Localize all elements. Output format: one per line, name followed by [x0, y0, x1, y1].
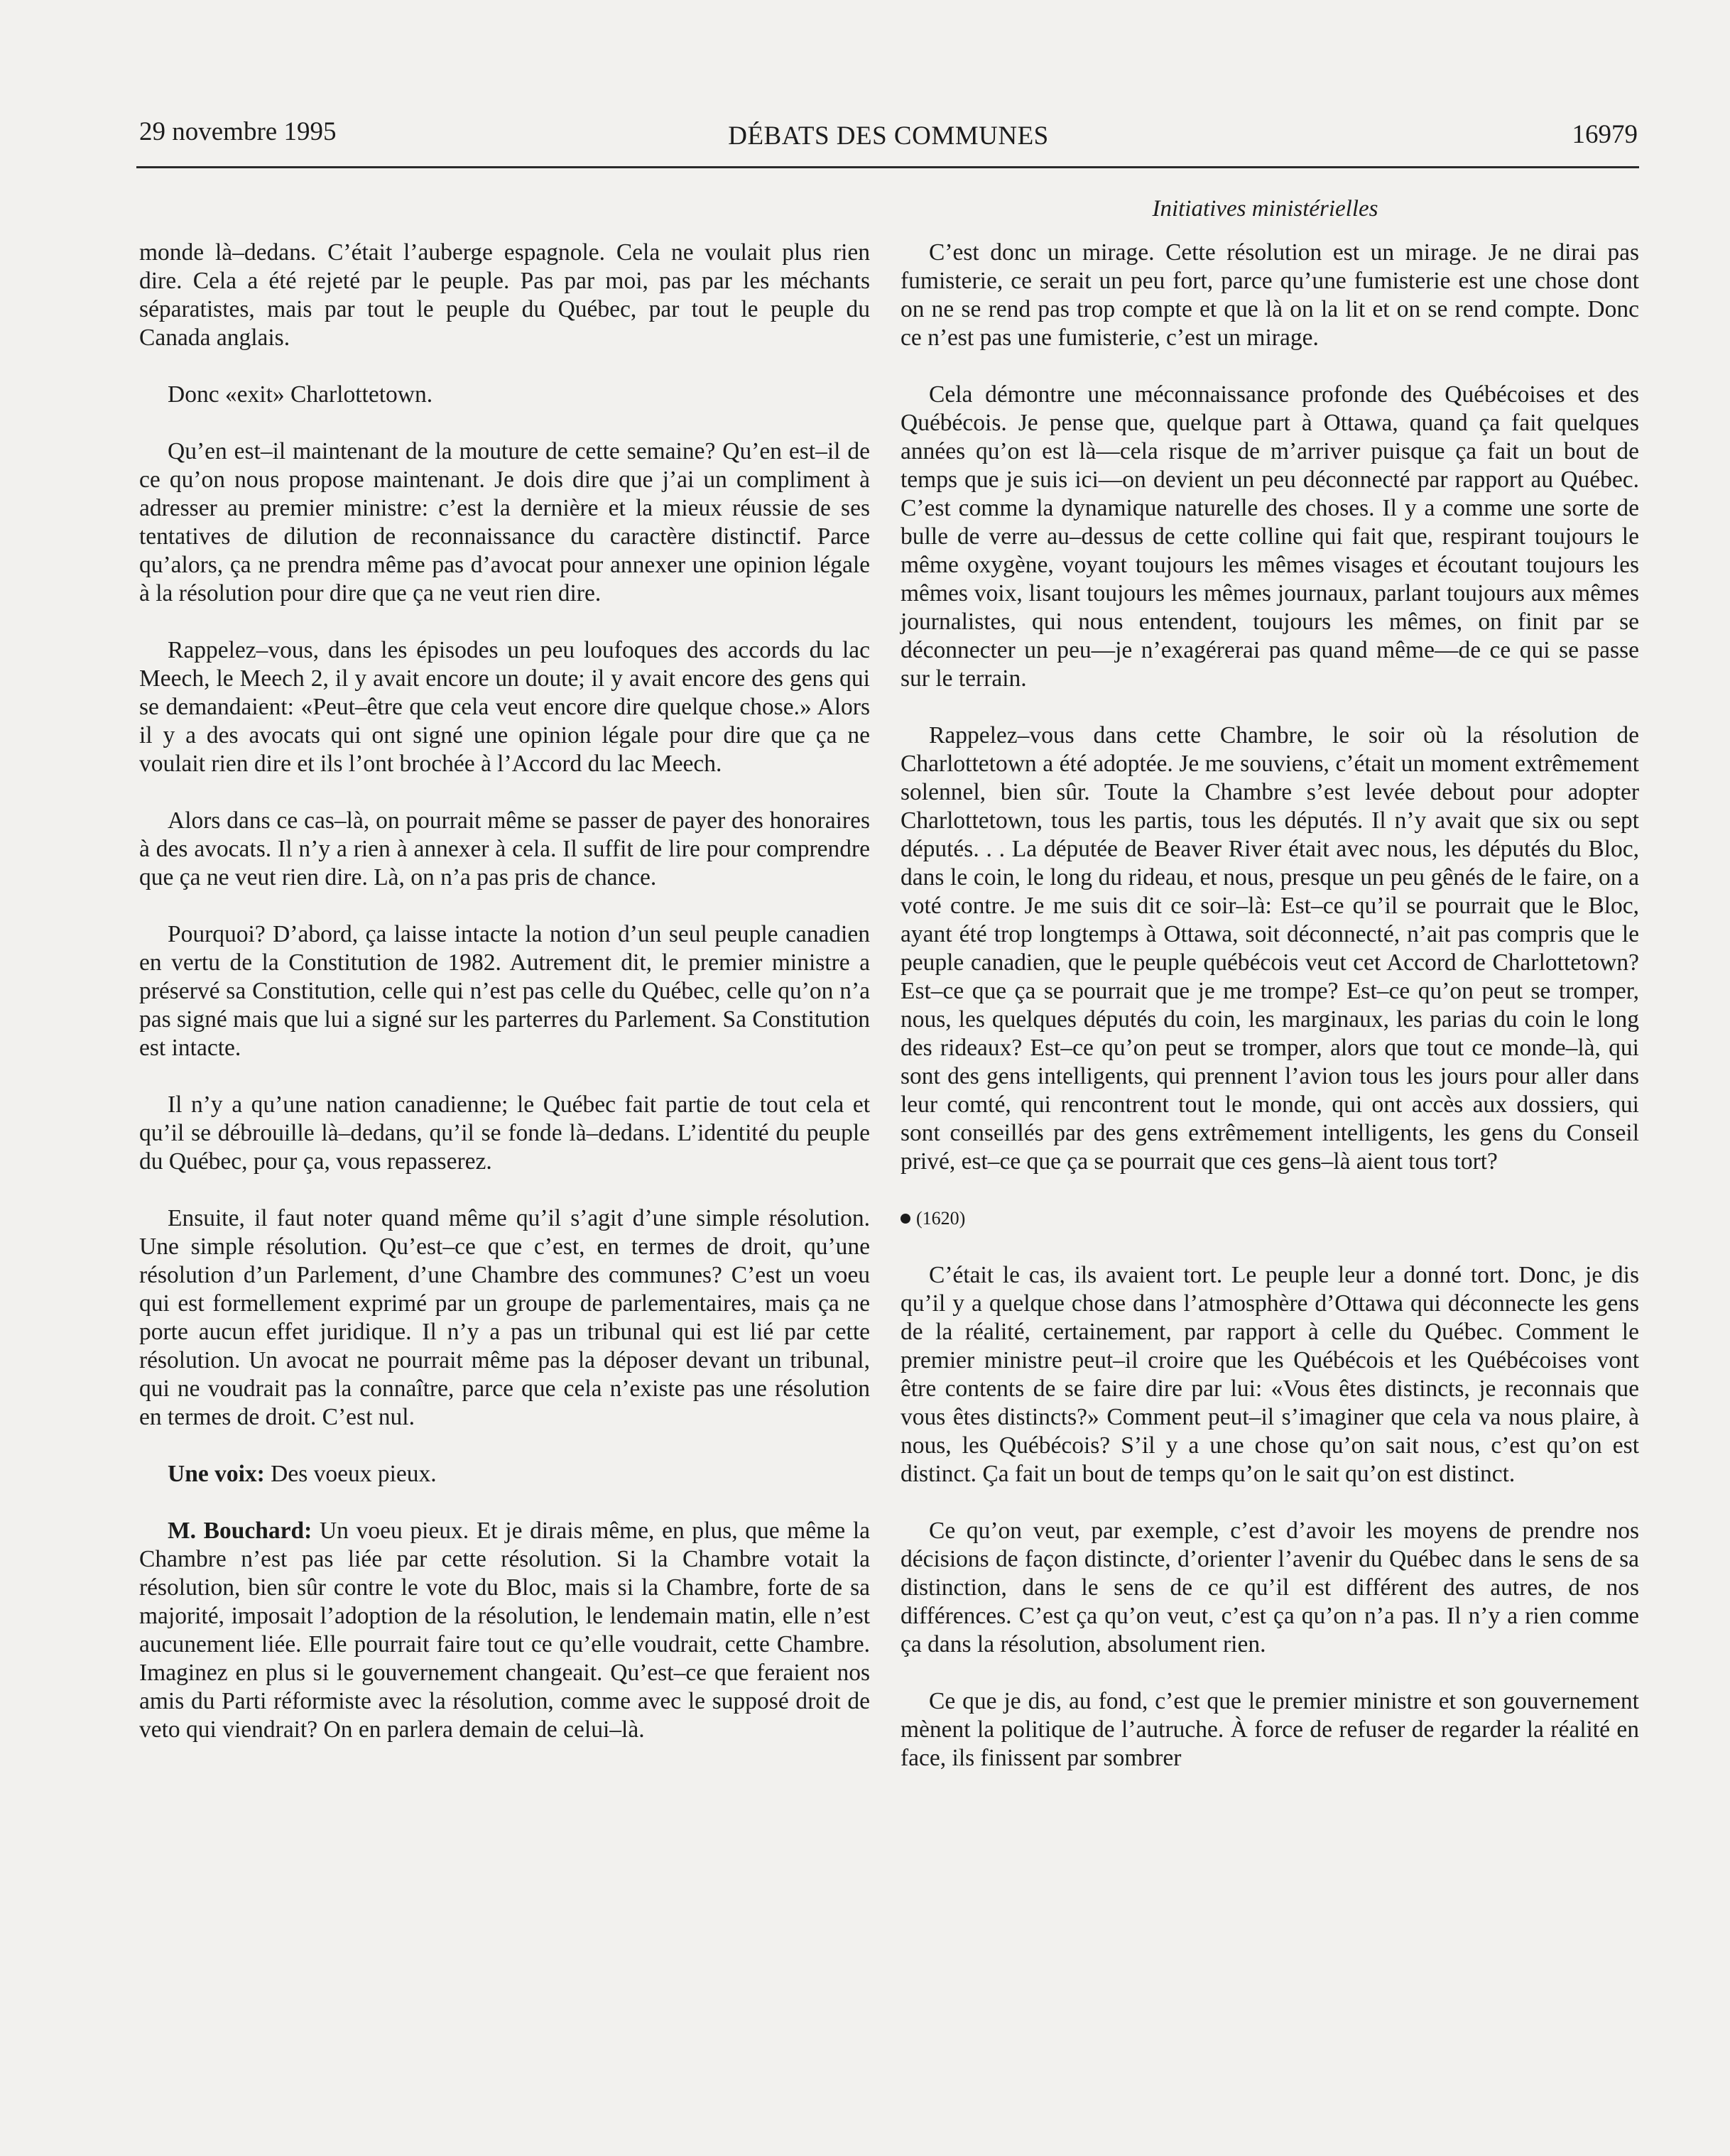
speech-text: Un voeu pieux. Et je dirais même, en plus, que même la Chambre n’est pas liée par cette résolution. Si la Chambre votait la résolution, bien sûr contre le vote du Bloc, mais si la Chambre, forte de sa majorité, imposait l’adoption de la résolution, le lendemain matin, elle n’est aucunement liée. Elle pourrait faire tout ce qu’elle voudrait, cette Chambre. Imaginez en plus si le gouvernement changeait. Qu’est–ce que feraient nos amis du Parti réformiste avec la résolution, comme avec le supposé droit de veto qui viendrait? On en parlera demain de celui–là. — [139, 1518, 871, 1743]
paragraph: Cela démontre une méconnaissance profonde des Québécoises et des Québécois. Je pense que, quelque part à Ottawa, quand ça fait quelques années qu’on est là—cela risque de m’arriver puisque ça fait un bout de temps que je suis ici—on devient un peu déconnecté par rapport au Québec. C’est comme la dynamique naturelle des choses. Il y a comme une sorte de bulle de verre au–dessus de cette colline qui fait que, respirant toujours le même oxygène, voyant toujours les mêmes visages et écoutant toujours les mêmes voix, lisant toujours les mêmes journaux, parlant toujours aux mêmes journalistes, qui nous entendent, toujours les mêmes, on finit par se déconnecter un peu—je n’exagérerai pas quand même—de ce qui se passe sur le terrain. — [901, 381, 1639, 692]
paragraph: Il n’y a qu’une nation canadienne; le Québec fait partie de tout cela et qu’il se débrouille là–dedans, qu’il se fonde là–dedans. L’identité du peuple du Québec, pour ça, vous repasserez. — [139, 1091, 870, 1175]
bullet-icon — [901, 1214, 910, 1224]
paragraph: Ce qu’on veut, par exemple, c’est d’avoir les moyens de prendre nos décisions de façon distincte, d’orienter l’avenir du Québec dans le sens de sa distinction, dans le sens de ce qu’il est différent des autres, de nos différences. C’est ça qu’on veut, c’est ça qu’on n’a pas. Il n’y a rien comme ça dans la résolution, absolument rien. — [901, 1518, 1639, 1657]
paragraph: Ce que je dis, au fond, c’est que le premier ministre et son gouvernement mènent la politique de l’autruche. À force de refuser de regarder la réalité en face, ils finissent par sombrer — [901, 1688, 1639, 1771]
paragraph: C’est donc un mirage. Cette résolution est un mirage. Je ne dirai pas fumisterie, ce serait un peu fort, parce qu’une fumisterie est une chose dont on ne se rend pas trop compte et que là on la lit et on se rend compte. Donc ce n’est pas une fumisterie, c’est un mirage. — [901, 239, 1639, 351]
page-header — [139, 111, 1638, 155]
paragraph: Rappelez–vous dans cette Chambre, le soir où la résolution de Charlottetown a été adoptée. Je me souviens, c’était un moment extrêmement solennel, bien sûr. Toute la Chambre s’est levée debout pour adopter Charlottetown, tous les partis, tous les députés. Il n’y avait que six ou sept députés. . . La députée de Beaver River était avec nous, les députés du Bloc, dans le coin, le long du rideau, et nous, presque un peu gênés de le faire, on a voté contre. Je me suis dit ce soir–là: Est–ce qu’il se pourrait que le Bloc, ayant été trop longtemps à Ottawa, soit déconnecté, n’ait pas compris que le peuple canadien, que le peuple québécois veut cet Accord de Charlottetown? Est–ce que ça se pourrait que je me trompe? Est–ce qu’on peut se tromper, nous, les quelques députés du coin, les marginaux, les parias du coin le long des rideaux? Est–ce qu’on peut se tromper, alors que tout ce monde–là, qui sont des gens intelligents, qui prennent l’avion tous les jours pour aller dans leur comté, qui rencontrent tout le monde, qui ont accès aux dossiers, qui sont conseillés par des gens extrêmement intelligents, les gens du Conseil privé, est–ce que ça se pourrait que ces gens–là aient tous tort? — [901, 722, 1639, 1175]
left-column — [139, 239, 870, 1773]
paragraph: Rappelez–vous, dans les épisodes un peu loufoques des accords du lac Meech, le Meech 2, il y avait encore un doute; il y avait encore des gens qui se demandaient: «Peut–être que cela veut encore dire quelque chose.» Alors il y a des avocats qui ont signé une opinion légale pour dire que ça ne voulait rien dire et ils l’ont brochée à l’Accord du lac Meech. — [139, 637, 870, 777]
speech-paragraph — [139, 1460, 870, 1488]
header-date: 29 novembre 1995 — [139, 117, 337, 146]
paragraph: Alors dans ce cas–là, on pourrait même se passer de payer des honoraires à des avocats. Il n’y a rien à annexer à cela. Il suffit de lire pour comprendre que ça ne veut rien dire. Là, on n’a pas pris de chance. — [139, 807, 870, 891]
header-rule — [136, 166, 1639, 168]
speaker-name: Une voix: — [168, 1461, 265, 1487]
header-title: DÉBATS DES COMMUNES — [728, 121, 1049, 151]
paragraph: Qu’en est–il maintenant de la mouture de cette semaine? Qu’en est–il de ce qu’on nous propose maintenant. Je dois dire que j’ai un compliment à adresser au premier ministre: c’est la dernière et la mieux réussie de ses tentatives de dilution de reconnaissance du caractère distinctif. Parce qu’alors, ça ne prendra même pas d’avocat pour annexer une opinion légale à la résolution pour dire que ça ne veut rien dire. — [139, 438, 870, 606]
paragraph: monde là–dedans. C’était l’auberge espagnole. Cela ne voulait plus rien dire. Cela a été rejeté par le peuple. Pas par moi, pas par les méchants séparatistes, mais par tout le peuple du Québec, par tout le peuple du Canada anglais. — [139, 239, 870, 351]
paragraph: Ensuite, il faut noter quand même qu’il s’agit d’une simple résolution. Une simple résolution. Qu’est–ce que c’est, en termes de droit, qu’une résolution d’un Parlement, d’une Chambre des communes? C’est un voeu qui est formellement exprimé par un groupe de parlementaires, mais ça ne porte aucun effet juridique. Il n’y a pas un tribunal qui est lié par cette résolution. Un avocat ne pourrait même pas la déposer devant un tribunal, qui ne voudrait pas la connaître, parce que cela n’existe pas une résolution en termes de droit. C’est nul. — [139, 1205, 870, 1430]
speech-text: Des voeux pieux. — [264, 1461, 437, 1487]
right-column — [901, 239, 1639, 1801]
paragraph: Pourquoi? D’abord, ça laisse intacte la notion d’un seul peuple canadien en vertu de la Constitution de 1982. Autrement dit, le premier ministre a préservé sa Constitution, celle qui n’est pas celle du Québec, celle qu’on n’a pas signé mais que lui a signé sur les parterres du Parlement. Sa Constitution est intacte. — [139, 921, 871, 1061]
paragraph: Donc «exit» Charlottetown. — [168, 381, 433, 408]
paragraph: C’était le cas, ils avaient tort. Le peuple leur a donné tort. Donc, je dis qu’il y a quelque chose dans l’atmosphère d’Ottawa qui déconnecte les gens de la réalité, certainement, par rapport à celle du Québec. Comment le premier ministre peut–il croire que les Québécois et les Québécoises vont être contents de se faire dire par lui: «Vous êtes distincts, je reconnais que vous êtes distincts?» Comment peut–il s’imaginer que cela va nous plaire, à nous, les Québécois? S’il y a une chose qu’on sait nous, c’est qu’on est distinct. Ça fait un bout de temps qu’on le sait qu’on est distinct. — [901, 1262, 1639, 1487]
page-number: 16979 — [1572, 120, 1638, 149]
time-marker-text: (1620) — [916, 1208, 966, 1229]
speech-paragraph — [139, 1517, 870, 1744]
running-head: Initiatives ministérielles — [1152, 196, 1378, 222]
time-marker — [901, 1204, 1639, 1233]
speaker-name: M. Bouchard: — [168, 1518, 312, 1544]
